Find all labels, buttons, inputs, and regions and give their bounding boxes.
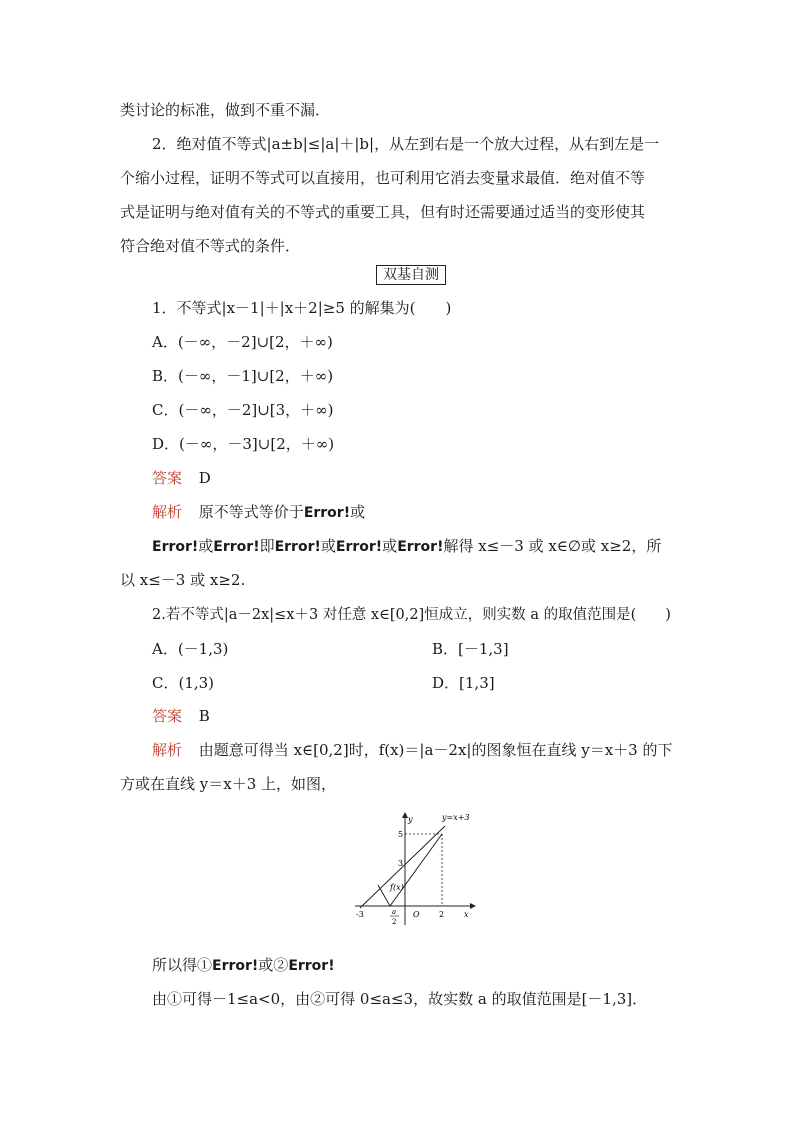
q2-analysis-line-3	[152, 955, 335, 976]
q1-answer	[152, 468, 211, 488]
q2-analysis-line-1	[152, 740, 672, 760]
analysis-text: 或	[320, 537, 336, 555]
section-title: 双基自测	[376, 265, 446, 285]
paragraph-line: 式是证明与绝对值有关的不等式的重要工具，但有时还需要通过适当的变形使其	[120, 203, 646, 221]
q1-analysis-line-1	[152, 502, 365, 523]
x-axis-arrow	[470, 903, 476, 909]
paragraph-line: 符合绝对值不等式的条件．	[120, 237, 301, 255]
analysis-text: 解得 x≤－3 或 x∈∅或 x≥2，所	[443, 537, 662, 555]
line-label: y=x+3	[442, 813, 470, 822]
error-text: Error!	[152, 539, 199, 555]
q1-option-a: A．(－∞，－2]∪[2，＋∞)	[152, 333, 333, 351]
q2-answer	[152, 706, 210, 726]
analysis-text: 所以得①	[152, 956, 213, 974]
analysis-text: 即	[259, 537, 275, 555]
q2-analysis-line-4: 由①可得－1≤a<0，由②可得 0≤a≤3，故实数 a 的取值范围是[－1,3]．	[152, 990, 648, 1008]
curve-label: f(x)	[390, 883, 404, 892]
analysis-text: 或	[350, 503, 366, 521]
answer-label: 答案	[152, 469, 183, 487]
y-axis-label: y	[408, 815, 413, 824]
error-text: Error!	[335, 539, 383, 555]
x-axis-label: x	[464, 910, 469, 919]
analysis-text: 原不等式等价于	[198, 503, 304, 521]
error-text: Error!	[274, 539, 321, 555]
fraction-denominator: 2	[392, 918, 397, 926]
q2-option-d: D．[1,3]	[432, 674, 495, 692]
analysis-label: 解析	[152, 503, 183, 521]
analysis-text: 由题意可得当 x∈[0,2]时，f(x)＝|a－2x|的图象恒在直线 y＝x＋3 的下	[198, 741, 673, 759]
error-text: Error!	[288, 958, 335, 974]
analysis-text: 或	[198, 537, 214, 555]
answer-value: B	[198, 707, 210, 725]
fraction-numerator: a	[392, 908, 397, 916]
error-text: Error!	[213, 539, 260, 555]
error-text: Error!	[303, 505, 351, 521]
analysis-text: 或②	[258, 956, 289, 974]
question-1-stem: 1．不等式|x－1|＋|x＋2|≥5 的解集为( )	[152, 299, 452, 317]
error-text: Error!	[397, 539, 444, 555]
analysis-label: 解析	[152, 741, 183, 759]
paragraph-line: 个缩小过程，证明不等式可以直接用，也可利用它消去变量求最值．绝对值不等	[120, 169, 646, 187]
y-tick-label: 3	[398, 859, 404, 868]
paragraph-line: 类讨论的标准，做到不重不漏．	[120, 101, 331, 119]
q2-option-b: B．[－1,3]	[432, 640, 509, 658]
answer-value: D	[198, 469, 211, 487]
origin-label: O	[413, 910, 420, 919]
analysis-text: 或	[382, 537, 398, 555]
fx-curve	[378, 834, 442, 906]
error-text: Error!	[212, 958, 259, 974]
q2-option-c: C．(1,3)	[152, 674, 215, 692]
answer-label: 答案	[152, 707, 183, 725]
q2-option-a: A．(－1,3)	[152, 640, 229, 658]
graph-figure	[350, 810, 480, 930]
q1-option-b: B．(－∞，－1]∪[2，＋∞)	[152, 367, 334, 385]
question-2-stem: 2.若不等式|a－2x|≤x＋3 对任意 x∈[0,2]恒成立，则实数 a 的取值范围是( )	[152, 607, 671, 623]
x-tick-label: -3	[356, 910, 364, 919]
q1-analysis-line-3: 以 x≤－3 或 x≥2.	[120, 571, 246, 589]
q1-option-d: D．(－∞，－3]∪[2，＋∞)	[152, 435, 335, 453]
q1-analysis-line-2	[152, 536, 661, 557]
paragraph-line: 2．绝对值不等式|a±b|≤|a|＋|b|，从左到右是一个放大过程，从右到左是一	[152, 135, 660, 153]
y-tick-label: 5	[398, 830, 404, 839]
x-tick-label: 2	[439, 910, 445, 919]
q1-option-c: C．(－∞，－2]∪[3，＋∞)	[152, 401, 334, 419]
q2-analysis-line-2: 方或在直线 y＝x＋3 上，如图，	[120, 775, 337, 793]
